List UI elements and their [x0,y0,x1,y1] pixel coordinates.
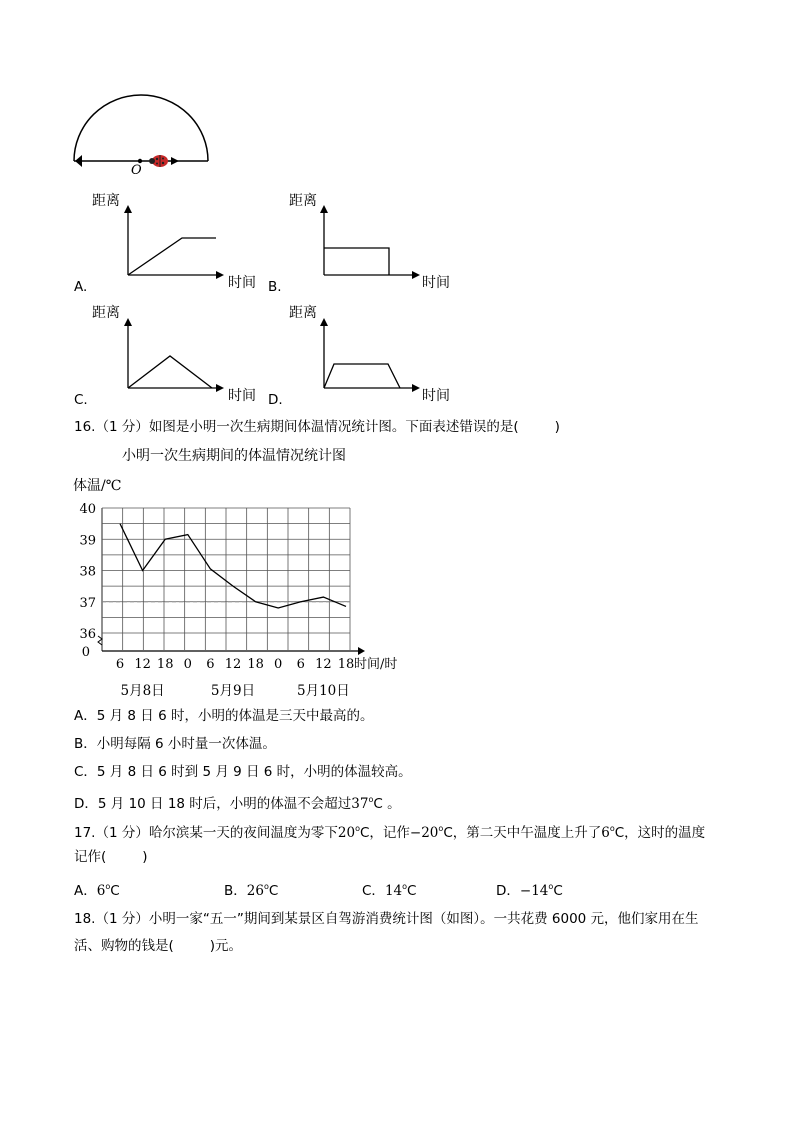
y-tick-label: 37 [79,595,96,611]
graph-a-xlabel: 时间 [228,275,256,291]
graph-c-ylabel: 距离 [92,305,120,321]
q16-number: 16. [74,419,96,435]
x-tick-label: 12 [224,657,242,672]
q16-option-d: D．5 月 10 日 18 时后，小明的体温不会超过37$^o$C 。 [74,795,401,812]
ladybug-icon [149,155,168,167]
graph-a-ylabel: 距离 [92,193,120,209]
question-18-line2: 活、购物的钱是( )元。 [74,938,243,954]
option-b-label: B. [268,279,282,295]
x-tick-label: 6 [296,657,305,672]
graph-b [316,205,426,280]
chart-ylabel: 体温/℃ [73,478,122,494]
q17-option-a[interactable]: A．6$^o$C [74,882,120,899]
x-tick-label: 18 [247,657,264,672]
option-a-label: A. [74,279,88,295]
date-label: 5月10日 [297,683,350,699]
question-16: 16.（1 分）如图是小明一次生病期间体温情况统计图。下面表述错误的是( ) [74,419,560,435]
x-tick-label: 0 [183,657,192,672]
q16-text: 如图是小明一次生病期间体温情况统计图。下面表述错误的是( [148,419,519,435]
q17-option-c[interactable]: C．14$^o$C [362,882,417,899]
graph-d-ylabel: 距离 [289,305,317,321]
x-tick-label: 18 [337,657,355,672]
x-tick-label: 6 [206,657,215,672]
graph-d-xlabel: 时间 [422,388,450,404]
date-label: 5月9日 [210,683,256,699]
graph-b-ylabel: 距离 [289,193,317,209]
x-axis-label: 时间/时 [354,657,398,672]
x-tick-label: 0 [274,657,283,672]
q17-option-d[interactable]: D．$-14^oC$ [496,882,563,899]
y-tick-label: 39 [79,533,96,549]
temperature-series-line [120,524,346,608]
y-tick-label: 36 [79,627,96,642]
graph-c-xlabel: 时间 [228,388,256,404]
question-17: 17.（1 分）哈尔滨某一天的夜间温度为零下20$^o$C，记作$-20^oC$，第二天中午温度上升了6$^o$C，这时的温度 [74,824,706,841]
x-axis-arrow [358,647,365,655]
origin-label: O [131,163,142,178]
q16-option-b: B．小明每隔 6 小时量一次体温。 [74,736,276,752]
temperature-line-chart [60,490,440,705]
q16-option-a: A．5 月 8 日 6 时，小明的体温是三天中最高的。 [74,708,374,724]
y-tick-label: 40 [79,502,96,517]
x-tick-label: 12 [315,657,332,672]
q16-option-c: C．5 月 8 日 6 时到 5 月 9 日 6 时，小明的体温较高。 [74,764,412,780]
q16-score: （1 分） [95,419,149,435]
x-tick-label: 12 [134,657,151,672]
graph-d [316,318,426,393]
question-17-line2: 记作( ) [74,849,148,865]
x-tick-label: 18 [156,657,174,672]
graph-c [120,318,230,393]
chart-title: 小明一次生病期间的体温情况统计图 [122,448,346,464]
graph-a [120,205,230,280]
y-tick-label-zero: 0 [81,645,90,660]
question-18: 18.（1 分）小明一家“五一”期间到某景区自驾游消费统计图（如图）。一共花费 6000 元，他们家用在生 [74,911,699,927]
graph-b-xlabel: 时间 [422,275,450,291]
q16-d-value: 37 [351,796,369,812]
x-tick-label: 6 [115,657,125,672]
y-tick-label: 38 [79,564,96,580]
q17-option-b[interactable]: B．26$^o$C [224,882,279,899]
option-c-label: C. [74,392,88,408]
option-d-label: D. [268,392,283,408]
date-label: 5月8日 [120,683,165,699]
